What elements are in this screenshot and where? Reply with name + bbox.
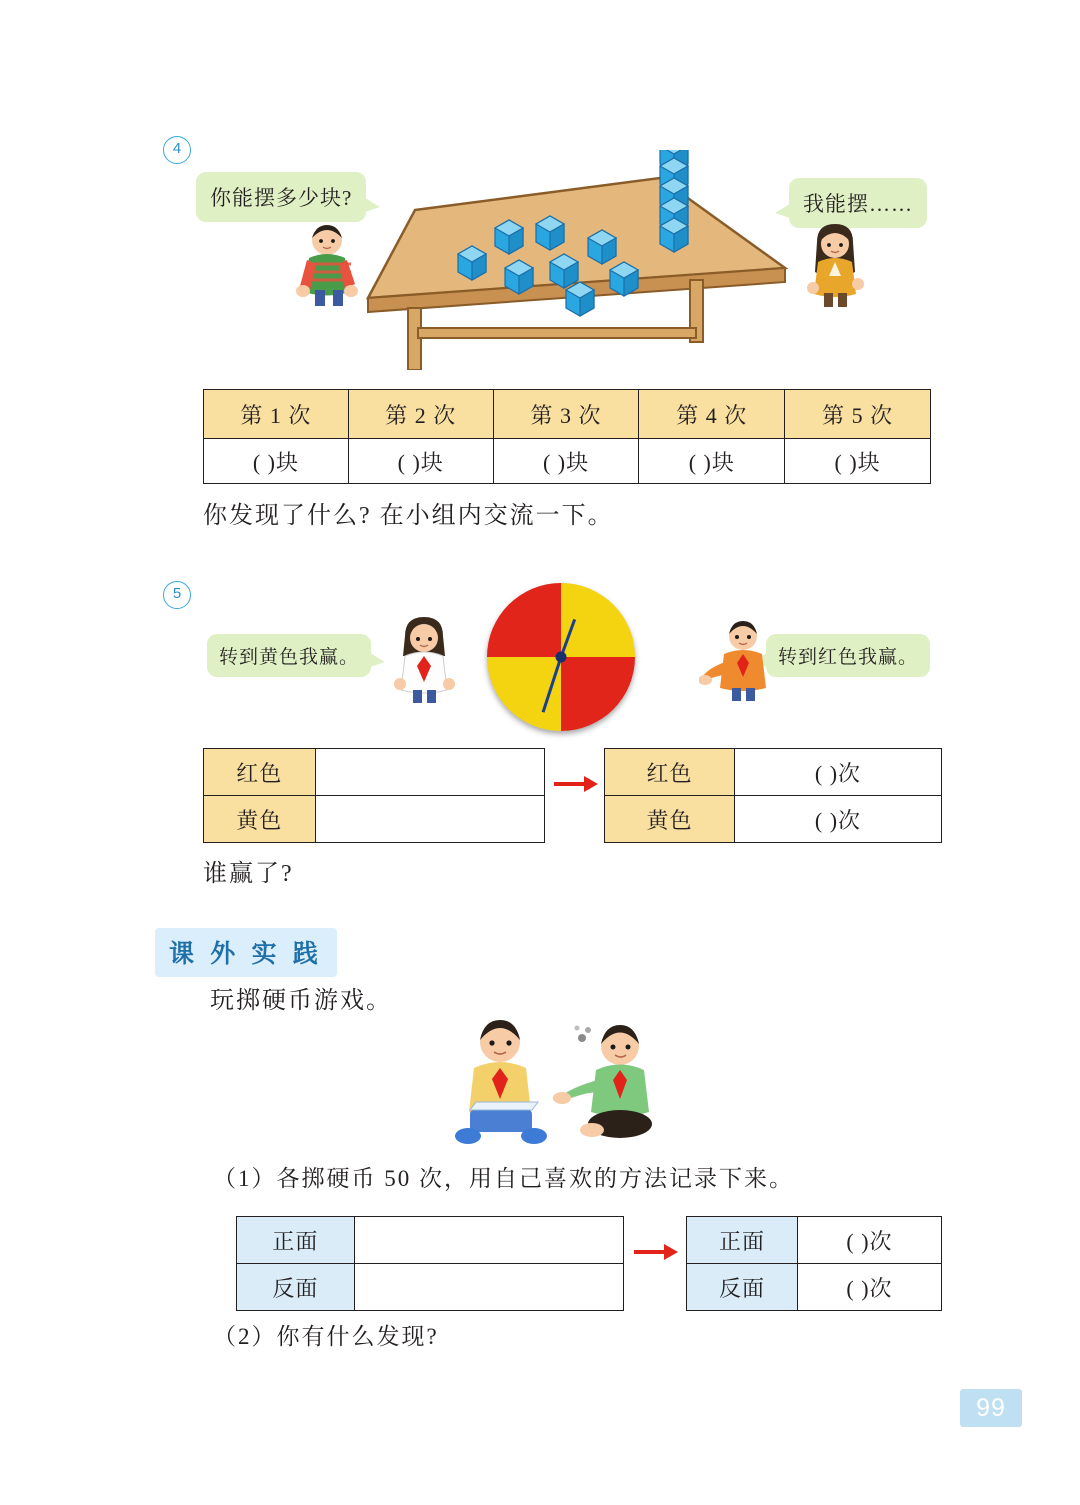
table-row-answers: [204, 439, 931, 484]
count-cell-heads[interactable]: ( )次: [797, 1217, 941, 1264]
practice-item-1-text: （1）各掷硬币 50 次，用自己喜欢的方法记录下来。: [213, 1166, 794, 1191]
count-cell-red[interactable]: ( )次: [734, 749, 941, 796]
header-trial-5: 第 5 次: [785, 390, 931, 439]
exercise-number-4: 4: [163, 136, 191, 164]
count-cell-yellow[interactable]: ( )次: [734, 796, 941, 843]
trials-table-ex4: [203, 389, 931, 484]
page-number: 99: [960, 1389, 1022, 1427]
table-row-tails: [237, 1264, 624, 1311]
answer-cell-1[interactable]: ( )块: [204, 439, 349, 484]
count-cell-tails[interactable]: ( )次: [797, 1264, 941, 1311]
header-trial-4: 第 4 次: [639, 390, 785, 439]
table-row-header: [204, 390, 931, 439]
speech-bubble-left-ex4: 你能摆多少块?: [196, 172, 366, 222]
coin-tally-table: [236, 1216, 624, 1311]
girl-illustration-ex5: [389, 614, 461, 704]
tally-cell-heads[interactable]: [354, 1217, 623, 1264]
arrow-right-icon-ex5: [554, 774, 598, 794]
tally-table-ex5: [203, 748, 545, 843]
question-text-ex4: 你发现了什么? 在小组内交流一下。: [203, 503, 614, 529]
boy-illustration-ex4: [295, 222, 365, 308]
spinner-wheel[interactable]: [487, 583, 635, 731]
arrow-right-icon-practice: [634, 1242, 678, 1262]
question-text-ex5: 谁赢了?: [203, 861, 294, 887]
table-row-yellow-count: [605, 796, 942, 843]
coin-count-table: [686, 1216, 942, 1311]
answer-cell-2[interactable]: ( )块: [348, 439, 493, 484]
practice-intro-text: 玩掷硬币游戏。: [210, 988, 392, 1014]
header-trial-1: 第 1 次: [204, 390, 349, 439]
answer-cell-5[interactable]: ( )块: [785, 439, 931, 484]
spinner-hub: [556, 652, 567, 663]
table-row-tails-count: [687, 1264, 942, 1311]
tally-cell-red[interactable]: [315, 749, 544, 796]
label-tails: 反面: [237, 1264, 355, 1311]
desk-with-cubes-illustration: [360, 150, 790, 370]
table-row-yellow: [204, 796, 545, 843]
spinner-quadrant-red-2: [561, 657, 635, 731]
label-red-count: 红色: [605, 749, 735, 796]
tally-cell-tails[interactable]: [354, 1264, 623, 1311]
label-heads: 正面: [237, 1217, 355, 1264]
label-tails-count: 反面: [687, 1264, 798, 1311]
exercise-number-5: 5: [163, 581, 191, 609]
tally-cell-yellow[interactable]: [315, 796, 544, 843]
table-row-red-count: [605, 749, 942, 796]
label-yellow: 黄色: [204, 796, 316, 843]
practice-item-2-text: （2）你有什么发现?: [213, 1324, 439, 1349]
spinner-quadrant-red-1: [487, 583, 561, 657]
speech-bubble-right-ex4: 我能摆……: [789, 178, 927, 228]
boy-illustration-ex5: [699, 614, 777, 704]
label-heads-count: 正面: [687, 1217, 798, 1264]
two-kids-coin-illustration: [430, 1010, 670, 1160]
table-row-red: [204, 749, 545, 796]
label-yellow-count: 黄色: [605, 796, 735, 843]
label-red: 红色: [204, 749, 316, 796]
answer-cell-3[interactable]: ( )块: [493, 439, 639, 484]
girl-illustration-ex4: [800, 222, 870, 308]
header-trial-2: 第 2 次: [348, 390, 493, 439]
speech-bubble-right-ex5: 转到红色我赢。: [766, 634, 930, 677]
table-row-heads-count: [687, 1217, 942, 1264]
count-table-ex5: [604, 748, 942, 843]
table-row-heads: [237, 1217, 624, 1264]
header-trial-3: 第 3 次: [493, 390, 639, 439]
speech-bubble-left-ex5: 转到黄色我赢。: [207, 634, 371, 677]
answer-cell-4[interactable]: ( )块: [639, 439, 785, 484]
section-heading-practice: 课 外 实 践: [155, 928, 337, 977]
